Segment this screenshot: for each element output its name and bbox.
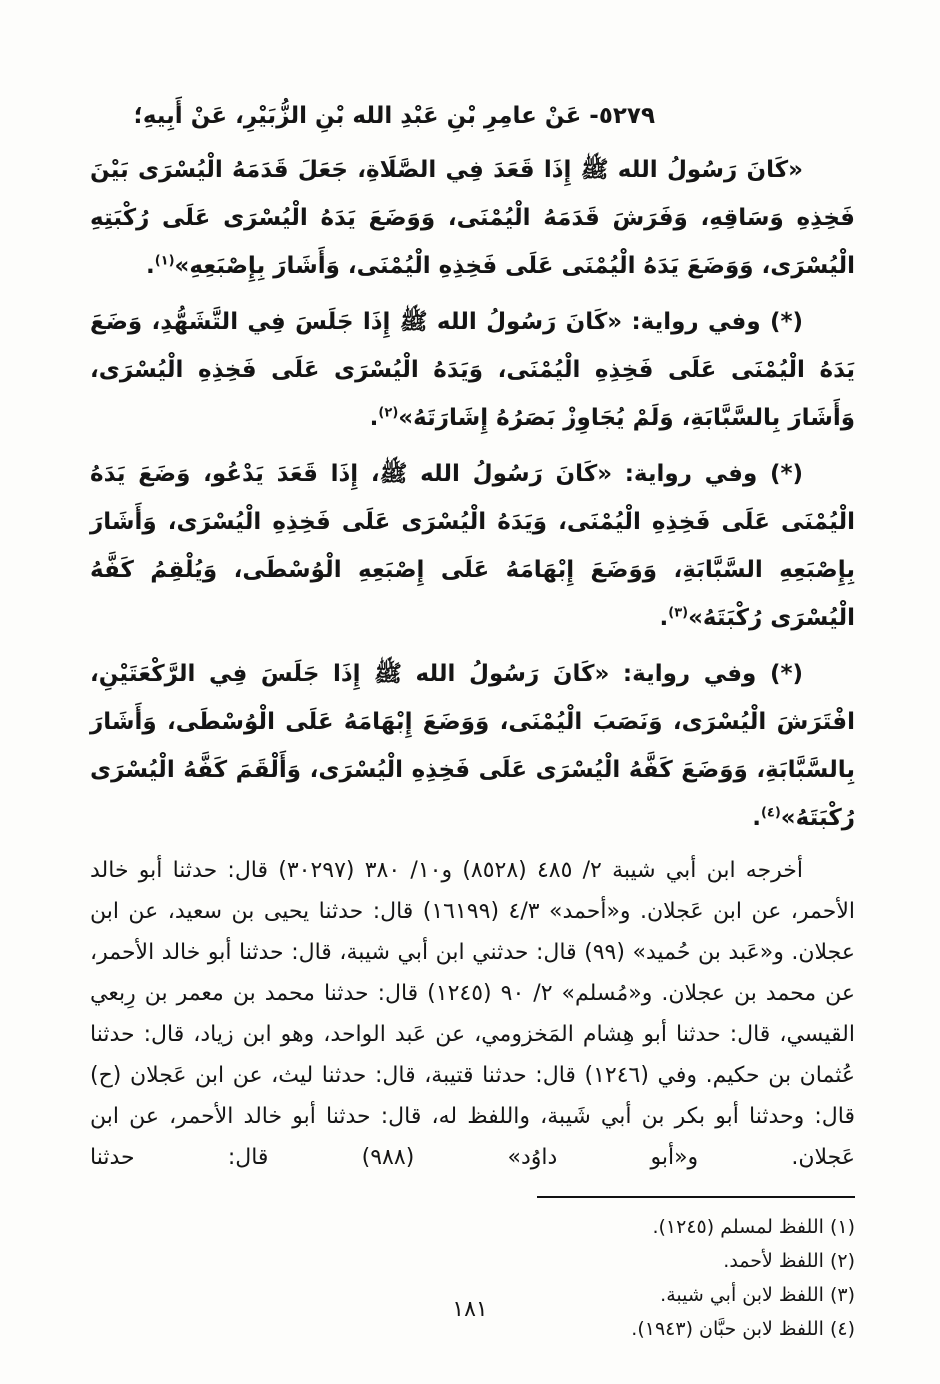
text-column <box>90 92 855 1346</box>
paragraph-tail: . <box>659 605 669 631</box>
footnote-marker: (٢) <box>378 405 399 421</box>
paragraph-tail: . <box>145 253 155 279</box>
matn-text: «كَانَ رَسُولُ الله ﷺ إِذَا قَعَدَ فِي الصَّلَاةِ، جَعَلَ قَدَمَهُ الْيُسْرَى بَيْنَ فَخِذِهِ وَسَاقِهِ، وَفَرَشَ قَدَمَهُ الْيُمْنَى، وَوَضَعَ يَدَهُ الْيُسْرَى عَلَى رُكْبَتِهِ الْيُسْرَى، وَوَضَعَ يَدَهُ الْيُمْنَى عَلَى فَخِذِهِ الْيُمْنَى، وَأَشَارَ بِإِصْبَعِهِ» <box>90 157 855 279</box>
hadith-paragraph <box>90 298 855 442</box>
footnote-marker: (١) <box>154 253 175 269</box>
page-number: ١٨١ <box>452 1297 488 1322</box>
hadith-paragraph <box>90 146 855 290</box>
matn-text: (*) وفي رواية: «كَانَ رَسُولُ الله ﷺ إِذَا جَلَسَ فِي الرَّكْعَتَيْنِ، افْتَرَشَ الْيُسْرَى، وَنَصَبَ الْيُمْنَى، وَوَضَعَ إِبْهَامَهُ عَلَى الْوُسْطَى، وَأَشَارَ بِالسَّبَّابَةِ، وَوَضَعَ كَفَّهُ الْيُسْرَى عَلَى فَخِذِهِ الْيُسْرَى، وَأَلْقَمَ كَفَّهُ الْيُسْرَى رُكْبَتَهُ» <box>90 661 855 831</box>
footnote-separator <box>537 1196 855 1198</box>
hadith-heading: ٥٢٧٩- عَنْ عامِرِ بْنِ عَبْدِ الله بْنِ الزُّبَيْرِ، عَنْ أَبِيهِ؛ <box>133 103 655 129</box>
hadith-paragraph <box>90 650 855 842</box>
footnote-item: (٤) اللفظ لابن حبَّان (١٩٤٣). <box>631 1318 855 1340</box>
matn-text: (*) وفي رواية: «كَانَ رَسُولُ الله ﷺ، إِذَا قَعَدَ يَدْعُو، وَضَعَ يَدَهُ الْيُمْنَى عَلَى فَخِذِهِ الْيُمْنَى، وَيَدَهُ الْيُسْرَى عَلَى فَخِذِهِ الْيُسْرَى، وَأَشَارَ بِإِصْبَعِهِ السَّبَّابَةِ، وَوَضَعَ إِبْهَامَهُ عَلَى إِصْبَعِهِ الْوُسْطَى، وَيُلْقِمُ كَفَّهُ الْيُسْرَى رُكْبَتَهُ» <box>90 461 855 631</box>
footnote-marker: (٤) <box>760 805 781 821</box>
paragraph-tail: . <box>752 805 761 831</box>
hadith-paragraph <box>90 450 855 642</box>
matn-text: (*) وفي رواية: «كَانَ رَسُولُ الله ﷺ إِذَا جَلَسَ فِي التَّشَهُّدِ، وَضَعَ يَدَهُ الْيُمْنَى عَلَى فَخِذِهِ الْيُمْنَى، وَيَدَهُ الْيُسْرَى عَلَى فَخِذِهِ الْيُسْرَى، وَأَشَارَ بِالسَّبَّابَةِ، وَلَمْ يُجَاوِزْ بَصَرُهُ إِشَارَتَهُ» <box>90 309 855 431</box>
footnote-marker: (٣) <box>668 605 689 621</box>
footnote-item: (٣) اللفظ لابن أبي شيبة. <box>660 1284 855 1306</box>
footnote-item: (١) اللفظ لمسلم (١٢٤٥). <box>652 1216 855 1238</box>
footnote-list <box>90 1210 855 1346</box>
footnote-item: (٢) اللفظ لأحمد. <box>723 1250 855 1272</box>
takhrij-paragraph: أخرجه ابن أبي شيبة ٢/ ٤٨٥ (٨٥٢٨) و١٠/ ٣٨٠ (٣٠٢٩٧) قال: حدثنا أبو خالد الأحمر، عن ابن عَجلان. و«أحمد» ٤/٣ (١٦١٩٩) قال: حدثنا يحيى بن سعيد، عن ابن عجلان. و«عَبد بن حُميد» (٩٩) قال: حدثني ابن أبي شيبة، قال: حدثنا أبو خالد الأحمر، عن محمد بن عجلان. و«مُسلم» ٢/ ٩٠ (١٢٤٥) قال: حدثنا محمد بن معمر بن رِبعي القيسي، قال: حدثنا أبو هِشام المَخزومي، عن عَبد الواحد، وهو ابن زياد، قال: حدثنا عُثمان بن حكيم. وفي (١٢٤٦) قال: حدثنا قتيبة، قال: حدثنا ليث، عن ابن عَجلان (ح) قال: وحدثنا أبو بكر بن أبي شَيبة، واللفظ له، قال: حدثنا أبو خالد الأحمر، عن ابن عَجلان. و«أبو داوُد» (٩٨٨) قال: حدثنا <box>90 858 856 1170</box>
paragraph-tail: . <box>369 405 379 431</box>
